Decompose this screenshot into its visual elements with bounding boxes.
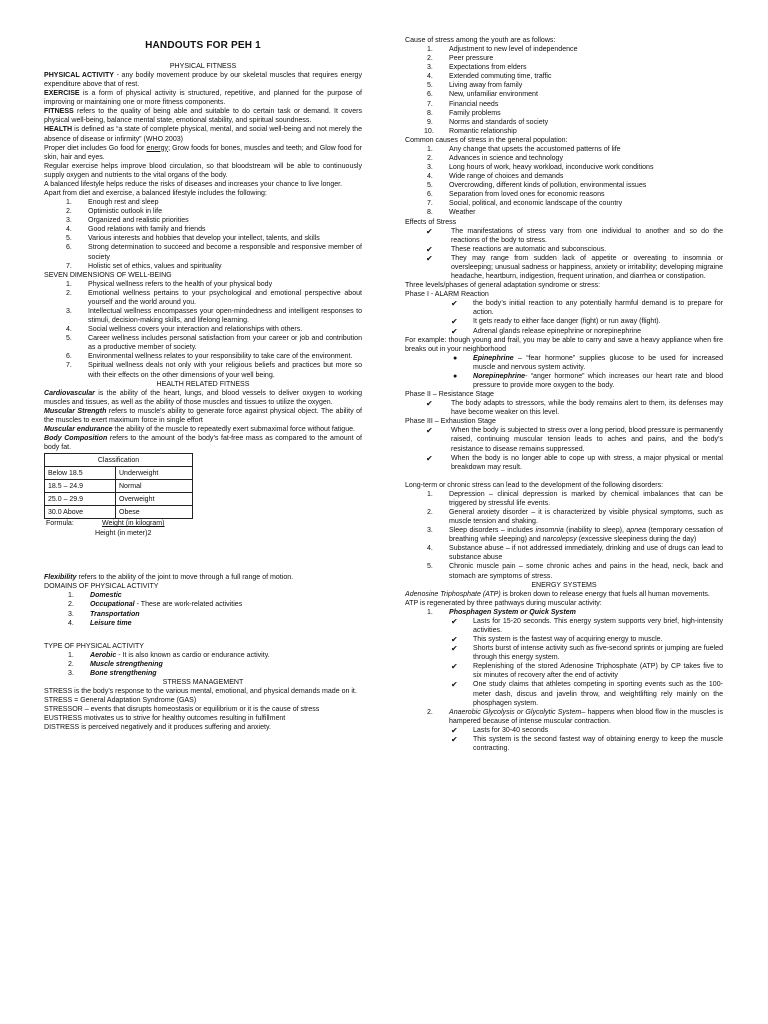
disorders-list bbox=[405, 490, 723, 581]
physical-fitness-heading: PHYSICAL FITNESS bbox=[169, 62, 237, 70]
checkmark-icon: ✔ bbox=[426, 253, 433, 263]
list-item: 5. Overcrowding, different kinds of pollution, environmental issues bbox=[427, 182, 647, 190]
apart-paragraph: Apart from diet and exercise, a balanced lifestyle includes the following: bbox=[44, 189, 267, 197]
domains-list bbox=[44, 591, 362, 627]
phase1-title: Phase I - ALARM Reaction bbox=[405, 291, 489, 299]
checkmark-icon: ✔ bbox=[451, 680, 458, 690]
list-item: 5. Various interests and hobbies that develop your intellect, talents, and skills bbox=[66, 235, 320, 243]
table-row: Below 18.5 Underweight bbox=[45, 467, 193, 480]
bullet-icon: ● bbox=[453, 354, 458, 362]
list-item: 2. Advances in science and technology bbox=[427, 155, 563, 163]
phase3-title: Phase III – Exhaustion Stage bbox=[405, 418, 496, 426]
checkmark-icon: ✔ bbox=[451, 635, 458, 645]
checkmark-icon: ✔ bbox=[451, 299, 458, 309]
list-item: 8. Weather bbox=[427, 209, 476, 217]
bullet-icon: ● bbox=[453, 372, 458, 380]
chronic-intro: Long-term or chronic stress can lead to the development of the following disorders: bbox=[405, 481, 664, 489]
list-item: ✔ This system is the fastest way of acquiring energy to muscle. bbox=[451, 635, 663, 645]
list-item: 5. Living away from family bbox=[427, 82, 523, 90]
list-item: ✔ When the body is no longer able to cope up with stress, a major physical or mental breakdown may result. bbox=[426, 453, 723, 471]
wellbeing-list bbox=[44, 280, 362, 380]
list-item: 5. Chronic muscle pain – some chronic aches and pains in the head, neck, back and stomach are symptoms of stress. bbox=[427, 563, 723, 580]
strength-paragraph: Muscular Strength refers to muscle’s ability to generate force against physical object. The ability of the muscles to exert maximum force in single effort bbox=[44, 407, 362, 424]
list-item: ✔ They may range from sudden lack of appetite or overeating to insomnia or oversleeping; unusual sadness or happiness, anxiety or irritability; developing migraine headache, heartburn, indigestion, frequent urination, and diarrhea or constipation. bbox=[426, 253, 723, 281]
list-item: 1. Aerobic - It is also known as cardio or endurance activity. bbox=[68, 651, 270, 659]
list-item: 2. General anxiety disorder – it is characterized by visible physical symptoms, such as muscle tension and shaking. bbox=[427, 508, 723, 526]
checkmark-icon: ✔ bbox=[451, 662, 458, 672]
domains-heading: DOMAINS OF PHYSICAL ACTIVITY bbox=[44, 583, 159, 591]
list-item: 1. Phosphagen System or Quick System ✔ Lasts for 15-20 seconds. This energy system supports very brief, high-intensity activities. ✔ This system is the fastest way of acquiring energy to muscle. ✔ Shorts burst of intense activity such as five-second sprints or jumping are fueled through this energy system. ✔ Replenishing of the stored Adenosine Triphosphate (ATP) by CP takes five to six minutes of recovery after the end of activity ✔ One study claims that athletes competing in sporting events such as the 100-meter dash, discus and javelin throw, and weightlifting rely mainly on the phosphagen system. bbox=[405, 608, 723, 708]
checkmark-icon: ✔ bbox=[426, 426, 433, 436]
bmi-formula: Formula: Weight (in kilogram) Height (in meter)2 bbox=[46, 520, 165, 538]
checkmark-icon: ✔ bbox=[426, 244, 433, 254]
table-row: 30.0 Above Obese bbox=[45, 506, 193, 519]
energy-systems-list bbox=[405, 608, 723, 753]
list-item: ✔ the body’s initial reaction to any potentially harmful demand is to prepare for action. bbox=[451, 299, 723, 317]
list-item: 5. Career wellness includes personal satisfaction from your career or job and contribution as a productive member of society. bbox=[66, 335, 362, 352]
list-item: ✔ This system is the second fastest way of obtaining energy to keep the muscle contracting. bbox=[451, 734, 723, 753]
list-item: 4. Leisure time bbox=[68, 619, 132, 627]
list-item: 2. Muscle strengthening bbox=[68, 660, 163, 668]
list-item: 1. Domestic bbox=[68, 592, 122, 600]
activity-definition: PHYSICAL ACTIVITY - any bodily movement produce by our skeletal muscles that requires energy expenditure above that of rest. bbox=[44, 71, 362, 89]
endurance-paragraph: Muscular endurance the ability of the muscle to repeatedly exert submaximal force without fatigue. bbox=[44, 426, 356, 434]
checkmark-icon: ✔ bbox=[451, 644, 458, 654]
effects-list bbox=[405, 227, 723, 281]
general-causes-list bbox=[405, 145, 723, 218]
list-item: 4. Wide range of choices and demands bbox=[427, 173, 564, 181]
youth-causes-list bbox=[405, 45, 723, 136]
list-item: 7. Financial needs bbox=[427, 100, 499, 108]
list-item: 4. Substance abuse – if not addressed immediately, drinking and use of drugs can lead to substance abuse bbox=[427, 545, 723, 562]
table-row: 25.0 – 29.9 Overweight bbox=[45, 493, 193, 506]
exercise-definition: EXERCISE is a form of physical activity is structured, repetitive, and planned for the purpose of improving or maintaining one or more fitness components. bbox=[44, 90, 362, 107]
phases-intro: Three levels/phases of general adaptation syndrome or stress: bbox=[405, 282, 601, 290]
phase3-list bbox=[405, 426, 723, 471]
balanced-lifestyle-paragraph: A balanced lifestyle helps reduce the risks of diseases and increases your chance to live longer. bbox=[44, 180, 343, 188]
list-item: 1. Enough rest and sleep bbox=[66, 199, 159, 207]
list-item: ✔ Shorts burst of intense activity such as five-second sprints or jumping are fueled through this energy system. bbox=[451, 644, 723, 662]
list-item: 7. Holistic set of ethics, values and spirituality bbox=[66, 262, 222, 270]
checkmark-icon: ✔ bbox=[426, 399, 433, 409]
list-item: ✔ Adrenal glands release epinephrine or norepinephrine bbox=[451, 326, 642, 336]
regular-exercise-paragraph: Regular exercise helps improve blood circulation, so that bloodstream will be able to continuously supply oxygen and nutrients to the vital organs of the body. bbox=[44, 162, 362, 179]
list-item: 3. Intellectual wellness encompasses your open-mindedness and intelligent responses to stimuli, decision-making skills, and lifelong learning. bbox=[66, 308, 362, 325]
list-item: ✔ The manifestations of stress vary from one individual to another and so do the reactions of the body to stress. bbox=[426, 226, 723, 244]
right-column bbox=[405, 36, 723, 753]
stress-heading: STRESS MANAGEMENT bbox=[162, 679, 244, 687]
list-item: 3. Expectations from elders bbox=[427, 64, 527, 72]
gas-line: STRESS = General Adaptation Syndrome (GAS) bbox=[44, 697, 197, 705]
list-item: 7. Spiritual wellness deals not only with your religious beliefs and practices but more so with their effects on the other dimensions of your well being. bbox=[66, 362, 362, 379]
phosphagen-list bbox=[405, 617, 723, 708]
list-item: 1. Depression – clinical depression is marked by chemical imbalances that can be triggered by stressful life events. bbox=[427, 490, 723, 507]
list-item: ✔ When the body is subjected to stress over a long period, blood pressure is permanently raised, continuing muscular tension leads to aches and pains, and the body’s resistance to disease remains suppressed. bbox=[426, 426, 723, 453]
phase2-list bbox=[405, 399, 723, 417]
list-item: 2. Occupational - These are work-related activities bbox=[68, 601, 243, 609]
list-item: 1. Any change that upsets the accustomed patterns of life bbox=[427, 145, 621, 153]
checkmark-icon: ✔ bbox=[426, 226, 433, 236]
stressor-definition: STRESSOR – events that disrupts homeostasis or equilibrium or it is the cause of stress bbox=[44, 706, 320, 714]
list-item: 10. Romantic relationship bbox=[424, 127, 517, 135]
glycolytic-list bbox=[405, 726, 723, 753]
list-item: 2. Anaerobic Glycolysis or Glycolytic System– happens when blood flow in the muscles is hampered because of intense muscular contraction. ✔ Lasts for 30-40 seconds ✔ This system is the second fastest way of obtaining energy to keep the muscle contracting. bbox=[405, 708, 723, 753]
list-item: 3. Sleep disorders – includes insomnia (inability to sleep), apnea (temporary cessation of breathing while sleeping) and narcolepsy (excessive sleepiness during the day) bbox=[427, 527, 723, 544]
list-item: 3. Transportation bbox=[68, 610, 140, 618]
bmi-classification-table bbox=[44, 453, 193, 519]
list-item: ✔ One study claims that athletes competing in sporting events such as the 100-meter dash, discus and javelin throw, and weightlifting rely mainly on the phosphagen system. bbox=[451, 680, 723, 707]
body-composition-paragraph: Body Composition refers to the amount of the body’s fat-free mass as compared to the amount of body fat. bbox=[44, 435, 363, 452]
list-item: 3. Organized and realistic priorities bbox=[66, 217, 189, 225]
checkmark-icon: ✔ bbox=[451, 317, 458, 327]
checkmark-icon: ✔ bbox=[426, 453, 433, 463]
checkmark-icon: ✔ bbox=[451, 326, 458, 336]
fitness-definition: FITNESS refers to the quality of being able and suitable to do certain task or demand. It covers physical well-being, balance mental state, emotional stability, and spiritual soundness. bbox=[44, 108, 362, 125]
list-item: ● Norepinephrine- “anger hormone” which increases our heart rate and blood pressure to provide more oxygen to the body. bbox=[453, 372, 723, 389]
stress-definition: STRESS is the body’s response to the various mental, emotional, and physical demands made on it. bbox=[44, 688, 357, 696]
list-item: 4. Extended commuting time, traffic bbox=[427, 73, 552, 81]
health-definition: HEALTH is defined as “a state of complete physical, mental, and social well-being and not merely the absence of disease or infirmity” (WHO 2003) bbox=[44, 126, 362, 143]
list-item: 1. Adjustment to new level of independence bbox=[427, 46, 578, 54]
types-heading: TYPE OF PHYSICAL ACTIVITY bbox=[44, 642, 144, 650]
list-item: 6. New, unfamiliar environment bbox=[427, 91, 538, 99]
list-item: ✔ Lasts for 30-40 seconds bbox=[451, 725, 549, 735]
types-list bbox=[44, 651, 362, 678]
flexibility-paragraph: Flexibility refers to the ability of the joint to move through a full range of motion. bbox=[44, 574, 294, 582]
phase1-list bbox=[405, 299, 723, 335]
page-title: HANDOUTS FOR PEH 1 bbox=[145, 40, 261, 51]
regen-paragraph: ATP is regenerated by three pathways during muscular activity: bbox=[405, 599, 602, 607]
list-item: 3. Long hours of work, heavy workload, inconducive work conditions bbox=[427, 164, 654, 172]
diet-paragraph: Proper diet includes Go food for energy; Grow foods for bones, muscles and teeth; and Glow food for skin, hair and eyes. bbox=[44, 144, 362, 161]
list-item: 3. Bone strengthening bbox=[68, 669, 157, 677]
list-item: 2. Optimistic outlook in life bbox=[66, 208, 163, 216]
health-fitness-heading: HEALTH RELATED FITNESS bbox=[156, 380, 250, 388]
left-column bbox=[44, 40, 362, 733]
checkmark-icon: ✔ bbox=[451, 616, 458, 626]
distress-definition: DISTRESS is perceived negatively and it produces suffering and anxiety. bbox=[44, 724, 271, 732]
eustress-definition: EUSTRESS motivates us to strive for healthy outcomes resulting in fulfillment bbox=[44, 715, 286, 723]
phase1-example: For example: though young and frail, you may be able to carry and save a heavy appliance when fire breaks out in your neighborhood bbox=[405, 336, 723, 353]
table-header: Classification bbox=[45, 454, 193, 467]
list-item: 9. Norms and standards of society bbox=[427, 118, 549, 126]
list-item: 6. Separation from loved ones for economic reasons bbox=[427, 191, 605, 199]
list-item: ● Epinephrine – “fear hormone” supplies glucose to be used for increased muscle and nervous system activity. bbox=[453, 354, 723, 371]
lifestyle-list bbox=[44, 198, 362, 271]
list-item: ✔ These reactions are automatic and subconscious. bbox=[426, 244, 607, 254]
list-item: 4. Good relations with family and friends bbox=[66, 226, 206, 234]
list-item: 7. Social, political, and economic landscape of the country bbox=[427, 200, 623, 208]
general-causes-intro: Common causes of stress in the general population: bbox=[405, 136, 568, 144]
phase2-title: Phase II – Resistance Stage bbox=[405, 391, 494, 399]
list-item: ✔ Lasts for 15-20 seconds. This energy system supports very brief, high-intensity activities. bbox=[451, 616, 723, 634]
list-item: 8. Family problems bbox=[427, 109, 501, 117]
list-item: 4. Social wellness covers your interaction and relationships with others. bbox=[66, 326, 303, 334]
checkmark-icon: ✔ bbox=[451, 734, 458, 744]
list-item: ✔ It gets ready to either face danger (fight) or run away (flight). bbox=[451, 317, 661, 327]
list-item: 2. Emotional wellness pertains to your psychological and emotional perspective about yourself and the world around you. bbox=[66, 289, 362, 306]
wellbeing-heading: SEVEN DIMENSIONS OF WELL-BEING bbox=[44, 271, 172, 279]
cardio-paragraph: Cardiovascular is the ability of the heart, lungs, and blood vessels to deliver oxygen to working muscles and tissues, as well as the ability of those muscles and tissues to utilize the oxygen. bbox=[44, 389, 362, 406]
checkmark-icon: ✔ bbox=[451, 725, 458, 735]
list-item: ✔ The body adapts to stressors, while the body remains alert to them, its defenses may have become weaker on this level. bbox=[426, 399, 723, 417]
list-item: 2. Peer pressure bbox=[427, 55, 494, 63]
list-item: 1. Physical wellness refers to the health of your physical body bbox=[66, 280, 273, 288]
table-row: 18.5 – 24.9 Normal bbox=[45, 480, 193, 493]
energy-heading: ENERGY SYSTEMS bbox=[531, 581, 597, 589]
list-item: ✔ Replenishing of the stored Adenosine Triphosphate (ATP) by CP takes five to six minutes of recovery after the end of activity bbox=[451, 662, 723, 680]
atp-paragraph: Adenosine Triphosphate (ATP) is broken down to release energy that fuels all human movements. bbox=[405, 590, 710, 598]
youth-causes-intro: Cause of stress among the youth are as follows: bbox=[405, 37, 556, 44]
list-item: 6. Environmental wellness relates to your responsibility to take care of the environment. bbox=[66, 353, 353, 361]
effects-heading: Effects of Stress bbox=[405, 218, 457, 226]
hormones-list bbox=[405, 354, 723, 390]
list-item: 6. Strong determination to succeed and become a responsible and responsive member of society bbox=[66, 244, 362, 261]
